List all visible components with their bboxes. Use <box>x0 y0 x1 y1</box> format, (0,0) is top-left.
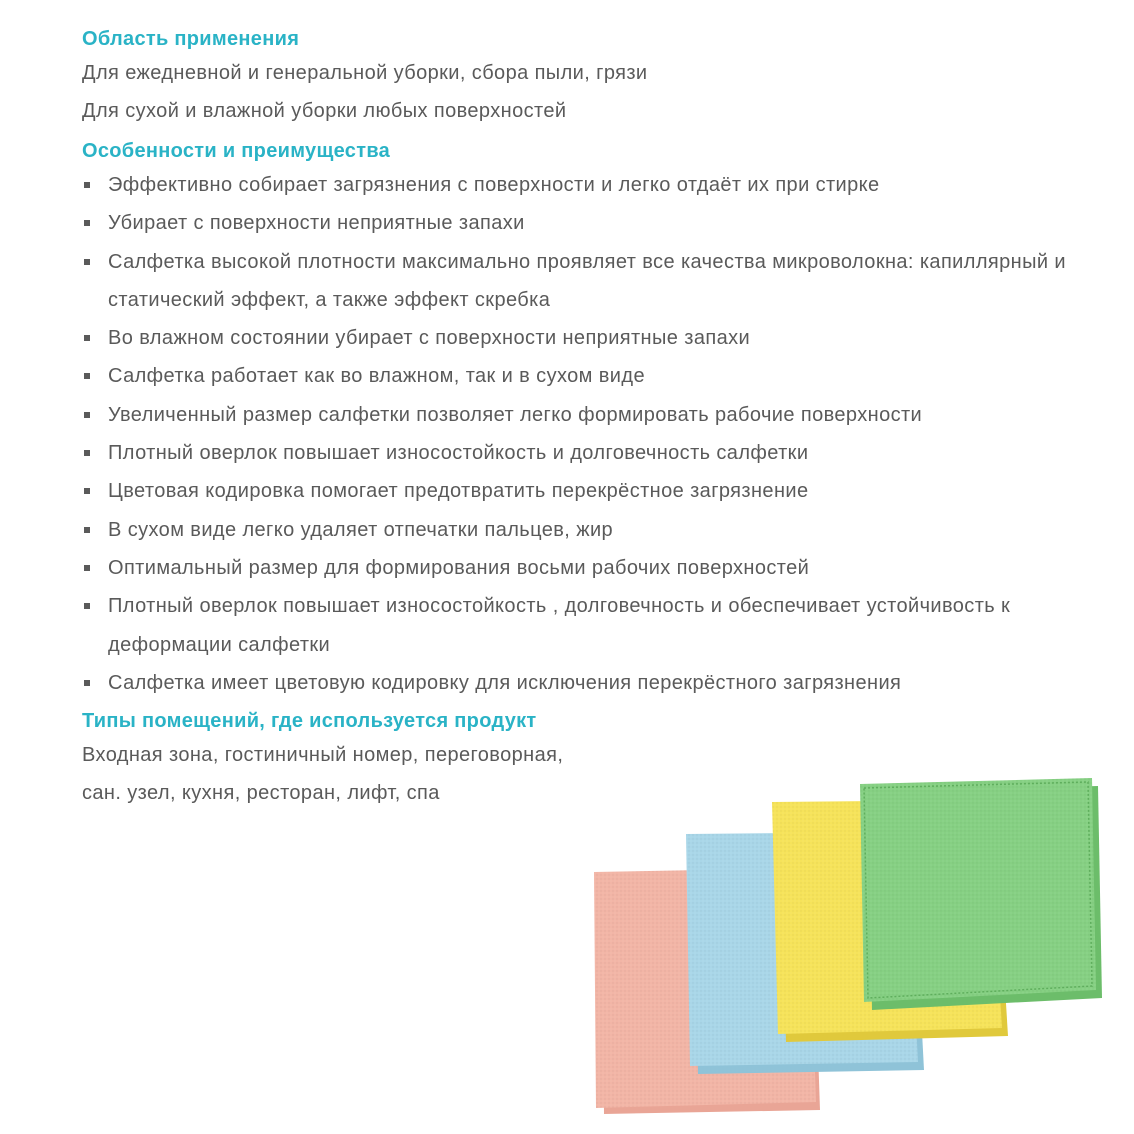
microfiber-towels-image <box>580 770 1120 1120</box>
list-item: Эффективно собирает загрязнения с поверхности и легко отдаёт их при стирке <box>82 166 1082 204</box>
green-towel <box>860 778 1102 1010</box>
list-item: Цветовая кодировка помогает предотвратить перекрёстное загрязнение <box>82 472 1082 510</box>
list-item: Во влажном состоянии убирает с поверхности неприятные запахи <box>82 319 1082 357</box>
list-item: Плотный оверлок повышает износостойкость и долговечность салфетки <box>82 434 1082 472</box>
section-title-application: Область применения <box>82 28 300 50</box>
section-title-rooms: Типы помещений, где используется продукт <box>82 710 537 733</box>
list-item: Оптимальный размер для формирования восьми рабочих поверхностей <box>82 549 1082 587</box>
list-item: Убирает с поверхности неприятные запахи <box>82 204 1082 242</box>
rooms-line: сан. узел, кухня, ресторан, лифт, спа <box>82 782 440 805</box>
rooms-line: Входная зона, гостиничный номер, переговорная, <box>82 744 564 767</box>
features-list <box>82 166 1082 702</box>
list-item: Салфетка имеет цветовую кодировку для исключения перекрёстного загрязнения <box>82 664 1082 702</box>
list-item: Увеличенный размер салфетки позволяет легко формировать рабочие поверхности <box>82 396 928 434</box>
list-item: Салфетка высокой плотности максимально проявляет все качества микроволокна: капиллярный и статический эффект, а также эффект скребка <box>82 243 1082 320</box>
product-description <box>82 24 1082 812</box>
section-title-features: Особенности и преимущества <box>82 140 391 162</box>
list-item: Плотный оверлок повышает износостойкость , долговечность и обеспечивает устойчивость к деформации салфетки <box>82 587 1018 664</box>
application-line: Для сухой и влажной уборки любых поверхностей <box>82 100 567 122</box>
application-line: Для ежедневной и генеральной уборки, сбора пыли, грязи <box>82 62 648 84</box>
list-item: В сухом виде легко удаляет отпечатки пальцев, жир <box>82 511 1082 549</box>
application-text <box>82 54 1082 130</box>
list-item: Салфетка работает как во влажном, так и в сухом виде <box>82 357 1082 395</box>
